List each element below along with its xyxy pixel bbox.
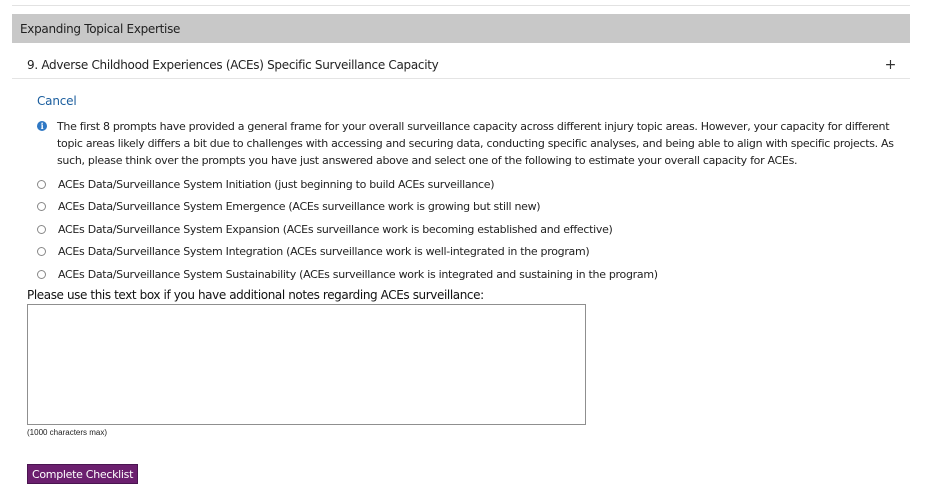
character-limit-note: (1000 characters max) bbox=[27, 428, 108, 437]
section-title: Expanding Topical Expertise bbox=[20, 21, 181, 36]
option-integration[interactable] bbox=[37, 241, 658, 264]
section-header bbox=[12, 14, 910, 43]
question-title: 9. Adverse Childhood Experiences (ACEs) Specific Surveillance Capacity bbox=[27, 57, 439, 72]
radio-button[interactable] bbox=[37, 225, 46, 234]
option-label: ACEs Data/Surveillance System Initiation (just beginning to build ACEs surveillance) bbox=[58, 177, 495, 191]
notes-label: Please use this text box if you have additional notes regarding ACEs surveillance: bbox=[27, 288, 484, 302]
cancel-link[interactable]: Cancel bbox=[37, 94, 77, 108]
radio-button[interactable] bbox=[37, 180, 46, 189]
option-label: ACEs Data/Surveillance System Expansion (ACEs surveillance work is becoming established and effective) bbox=[58, 222, 613, 236]
option-label: ACEs Data/Surveillance System Emergence (ACEs surveillance work is growing but still new) bbox=[58, 200, 541, 214]
option-sustainability[interactable] bbox=[37, 263, 658, 286]
notes-textarea[interactable] bbox=[27, 304, 586, 425]
question-header[interactable] bbox=[12, 51, 910, 79]
complete-checklist-button[interactable]: Complete Checklist bbox=[27, 464, 138, 484]
info-text: The first 8 prompts have provided a general frame for your overall surveillance capacity across different injury topic areas. However, your capacity for different topic areas likely differs a bit due to challenges with accessing and securing data, conducting specific analyses, and being able to align with specific projects. As such, please think over the prompts you have just answered above and select one of the following to estimate your overall capacity for ACEs. bbox=[57, 120, 894, 167]
option-expansion[interactable] bbox=[37, 218, 658, 241]
radio-button[interactable] bbox=[37, 202, 46, 211]
option-label: ACEs Data/Surveillance System Sustainability (ACEs surveillance work is integrated and sustaining in the program) bbox=[58, 267, 658, 281]
info-message bbox=[37, 118, 897, 169]
option-emergence[interactable] bbox=[37, 196, 658, 219]
radio-button[interactable] bbox=[37, 247, 46, 256]
info-icon: i bbox=[37, 121, 47, 131]
radio-button[interactable] bbox=[37, 270, 46, 279]
capacity-options bbox=[37, 173, 658, 286]
option-label: ACEs Data/Surveillance System Integration (ACEs surveillance work is well-integrated in the program) bbox=[58, 245, 590, 259]
option-initiation[interactable] bbox=[37, 173, 658, 196]
expand-icon[interactable]: + bbox=[884, 56, 896, 73]
top-divider bbox=[12, 5, 910, 6]
